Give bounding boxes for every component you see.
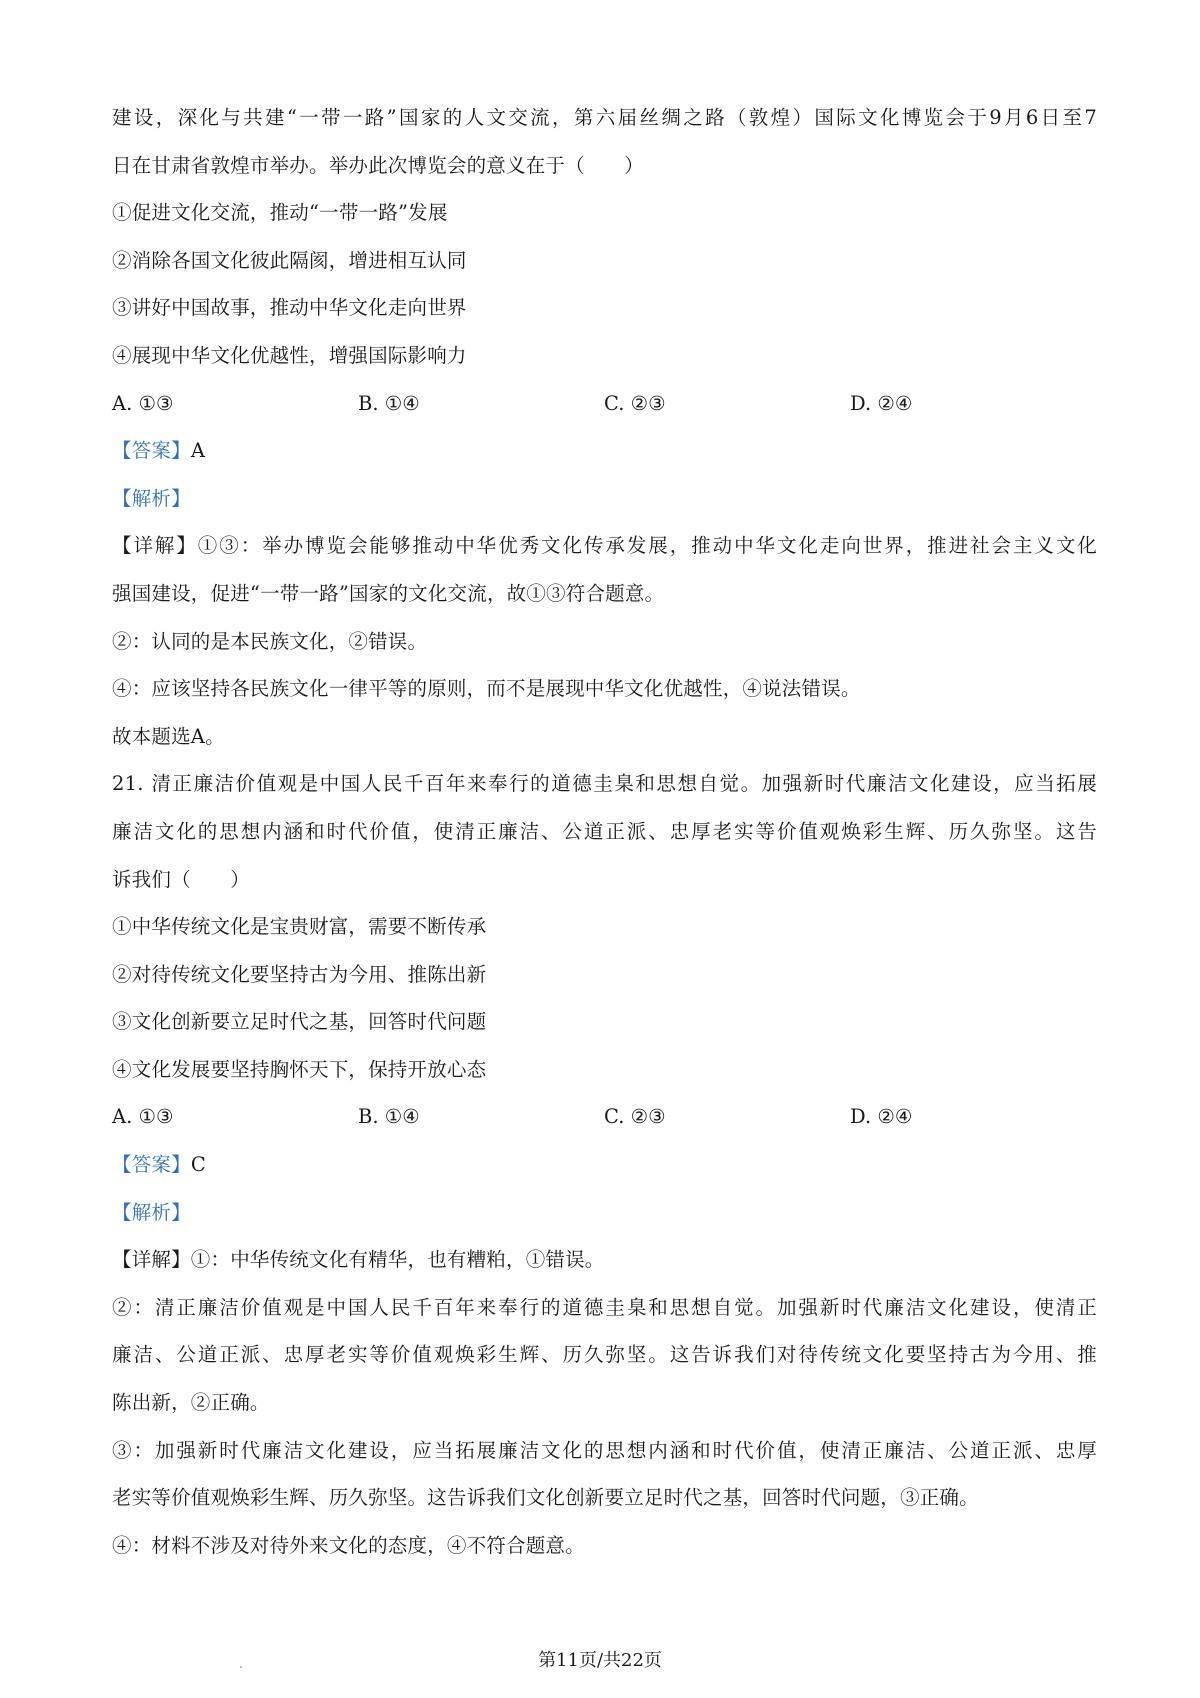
q21-detail-line: ③：加强新时代廉洁文化建设，应当拓展廉洁文化的思想内涵和时代价值，使清正廉洁、公道正派、忠厚 — [112, 1438, 1097, 1462]
q21-detail-line: ④：材料不涉及对待外来文化的态度，④不符合题意。 — [112, 1533, 585, 1557]
q21-option-b: B. ①④ — [358, 1105, 420, 1129]
q20-option-b: B. ①④ — [358, 391, 420, 415]
answer-value: C — [190, 1153, 206, 1177]
q20-detail-line: 【详解】①③：举办博览会能够推动中华优秀文化传承发展，推动中华文化走向世界，推进社会主义文化 — [112, 534, 1097, 558]
page-footer: 第11页/共22页 — [538, 1650, 662, 1671]
answer-tag: 【答案】 — [112, 1153, 191, 1177]
q20-stem-line: 建设，深化与共建“一带一路”国家的人文交流，第六届丝绸之路（敦煌）国际文化博览会于9月6日至7 — [112, 106, 1097, 129]
q20-item: ①促进文化交流，推动“一带一路”发展 — [112, 201, 448, 225]
page-content — [112, 94, 1097, 1569]
q21-detail-line: 老实等价值观焕彩生辉、历久弥坚。这告诉我们文化创新要立足时代之基，回答时代问题，③正确。 — [112, 1486, 979, 1510]
q20-detail-line: ②：认同的是本民族文化，②错误。 — [112, 629, 428, 653]
q21-option-c: C. ②③ — [604, 1105, 666, 1129]
q21-item: ②对待传统文化要坚持古为今用、推陈出新 — [112, 962, 487, 986]
q21-detail-line: ②：清正廉洁价值观是中国人民千百年来奉行的道德圭臬和思想自觉。加强新时代廉洁文化建设，使清正 — [112, 1295, 1097, 1319]
q21-answer — [112, 1141, 1097, 1189]
q20-detail-line: 强国建设，促进“一带一路”国家的文化交流，故①③符合题意。 — [112, 581, 665, 605]
q21-stem-line: 诉我们（ ） — [112, 867, 250, 891]
q21-stem-line: 廉洁文化的思想内涵和时代价值，使清正廉洁、公道正派、忠厚老实等价值观焕彩生辉、历久弥坚。这告 — [112, 819, 1097, 843]
q21-detail-line: 陈出新，②正确。 — [112, 1391, 270, 1415]
q20-option-d: D. ②④ — [850, 391, 913, 415]
q20-item: ③讲好中国故事，推动中华文化走向世界 — [112, 296, 467, 320]
q20-stem-line: 日在甘肃省敦煌市举办。举办此次博览会的意义在于（ ） — [112, 153, 644, 177]
q21-item: ③文化创新要立足时代之基，回答时代问题 — [112, 1010, 487, 1034]
q20-item: ④展现中华文化优越性，增强国际影响力 — [112, 343, 467, 367]
q21-options — [112, 1093, 1097, 1141]
q20-conclusion: 故本题选A。 — [112, 724, 225, 748]
answer-tag: 【答案】 — [112, 439, 191, 463]
q21-item: ①中华传统文化是宝贵财富，需要不断传承 — [112, 915, 487, 939]
q21-analysis-tag: 【解析】 — [112, 1200, 191, 1224]
q21-detail-line: 【详解】①：中华传统文化有精华，也有糟粕，①错误。 — [112, 1248, 605, 1272]
q21-option-d: D. ②④ — [850, 1105, 913, 1129]
q20-answer — [112, 427, 1097, 475]
q20-item: ②消除各国文化彼此隔阂，增进相互认同 — [112, 248, 467, 272]
q20-option-c: C. ②③ — [604, 391, 666, 415]
q20-analysis-tag: 【解析】 — [112, 486, 191, 510]
q21-stem-line: 21. 清正廉洁价值观是中国人民千百年来奉行的道德圭臬和思想自觉。加强新时代廉洁文化建设，应当拓展 — [112, 772, 1097, 796]
answer-value: A — [190, 439, 206, 463]
q21-option-a: A. ①③ — [112, 1105, 174, 1129]
q21-item: ④文化发展要坚持胸怀天下，保持开放心态 — [112, 1057, 487, 1081]
q21-detail-line: 廉洁、公道正派、忠厚老实等价值观焕彩生辉、历久弥坚。这告诉我们对待传统文化要坚持古为今用、推 — [112, 1343, 1097, 1367]
q20-options — [112, 380, 1097, 428]
q20-option-a: A. ①③ — [112, 391, 174, 415]
q20-detail-line: ④：应该坚持各民族文化一律平等的原则，而不是展现中华文化优越性，④说法错误。 — [112, 677, 861, 701]
